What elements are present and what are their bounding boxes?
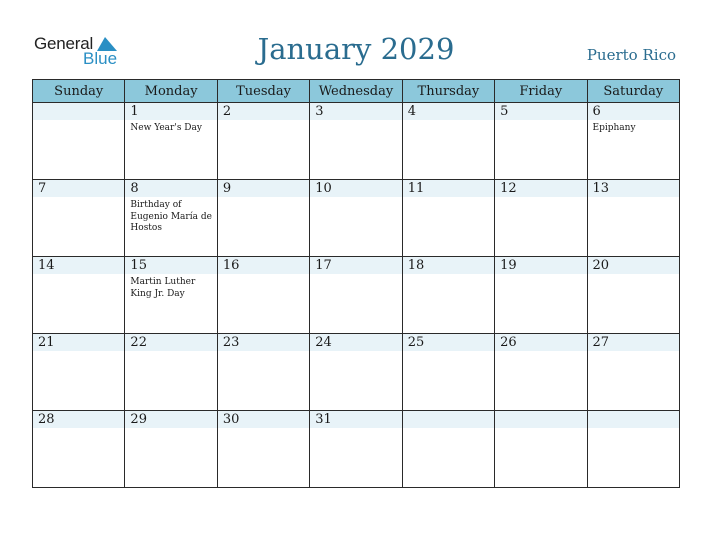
day-number: 6 (592, 104, 601, 119)
calendar-title: January 2029 (257, 32, 455, 66)
day-cell (402, 180, 494, 257)
weekday-header: Saturday (587, 80, 679, 103)
day-number: 1 (130, 104, 139, 119)
day-number: 22 (130, 335, 147, 350)
day-number: 11 (407, 181, 425, 196)
day-cell (495, 103, 587, 180)
day-cell (495, 334, 587, 411)
day-cell (125, 411, 217, 488)
day-number: 15 (130, 258, 147, 273)
day-number: 19 (500, 258, 517, 273)
day-number: 27 (592, 335, 610, 350)
day-cell (217, 180, 309, 257)
day-number: 28 (38, 412, 55, 427)
weekday-header: Tuesday (217, 80, 309, 103)
holiday-label: Birthday of Eugenio María de Hostos (130, 200, 212, 233)
day-number: 14 (38, 258, 55, 273)
day-number: 29 (130, 412, 147, 427)
day-cell (495, 411, 587, 488)
logo-word-general: General (34, 34, 94, 53)
holiday-label: New Year's Day (130, 123, 202, 133)
day-number: 9 (222, 181, 232, 196)
weekday-header: Friday (495, 80, 587, 103)
day-cell-band (403, 103, 494, 120)
day-cell (310, 180, 402, 257)
day-cell (217, 411, 309, 488)
day-cell (402, 257, 494, 334)
region-label: Puerto Rico (586, 46, 676, 64)
day-number: 24 (315, 335, 332, 350)
day-number: 5 (500, 104, 509, 119)
weekday-header: Monday (125, 80, 217, 103)
weekday-header: Wednesday (310, 80, 402, 103)
day-cell (310, 103, 402, 180)
day-cell (33, 103, 125, 180)
day-cell (217, 103, 309, 180)
day-cell-band (218, 103, 309, 120)
day-cell (310, 334, 402, 411)
holiday-label: Epiphany (592, 123, 636, 133)
day-cell (125, 257, 217, 334)
day-number: 8 (130, 181, 139, 196)
week-row (33, 411, 680, 488)
weekday-header-row (33, 80, 680, 103)
day-number: 2 (222, 104, 232, 119)
day-cell (125, 334, 217, 411)
day-cell (310, 411, 402, 488)
day-cell-band (33, 180, 124, 197)
day-number: 23 (222, 335, 240, 350)
day-cell (33, 180, 125, 257)
day-cell-band (218, 180, 309, 197)
day-cell (587, 180, 679, 257)
day-number: 13 (592, 181, 610, 196)
weekday-header: Sunday (33, 80, 125, 103)
day-cell (33, 334, 125, 411)
day-number: 30 (222, 412, 240, 427)
day-number: 21 (38, 335, 55, 350)
day-cell (310, 257, 402, 334)
day-cell (402, 411, 494, 488)
day-number: 25 (407, 335, 425, 350)
day-cell (495, 180, 587, 257)
day-number: 20 (592, 258, 610, 273)
day-number: 26 (500, 335, 517, 350)
day-number: 7 (38, 181, 47, 196)
day-cell (402, 334, 494, 411)
day-cell (402, 103, 494, 180)
day-number: 18 (407, 258, 425, 273)
day-cell-band (403, 411, 494, 428)
logo-word-blue: Blue (83, 49, 118, 68)
day-cell-band (125, 103, 216, 120)
day-cell (587, 257, 679, 334)
day-number: 17 (315, 258, 332, 273)
day-cell (217, 334, 309, 411)
day-cell-band (310, 103, 401, 120)
day-number: 31 (315, 412, 332, 427)
day-cell (33, 257, 125, 334)
day-cell (587, 103, 679, 180)
day-cell-band (588, 103, 679, 120)
week-row (33, 334, 680, 411)
day-cell-band (33, 103, 124, 120)
day-cell-band (495, 411, 586, 428)
day-cell (587, 411, 679, 488)
day-cell (125, 180, 217, 257)
day-cell (587, 334, 679, 411)
day-cell (217, 257, 309, 334)
day-cell-band (495, 103, 586, 120)
week-row (33, 180, 680, 257)
day-number: 12 (500, 181, 517, 196)
holiday-label: Martin Luther King Jr. Day (130, 277, 196, 299)
day-cell (125, 103, 217, 180)
day-cell-band (588, 411, 679, 428)
day-cell-band (125, 180, 216, 197)
day-number: 16 (222, 258, 240, 273)
day-number: 3 (315, 104, 324, 119)
day-cell (495, 257, 587, 334)
week-row (33, 257, 680, 334)
calendar-grid (32, 79, 680, 488)
day-number: 10 (315, 181, 332, 196)
week-row (33, 103, 680, 180)
day-number: 4 (407, 104, 416, 119)
day-cell (33, 411, 125, 488)
weekday-header: Thursday (402, 80, 494, 103)
